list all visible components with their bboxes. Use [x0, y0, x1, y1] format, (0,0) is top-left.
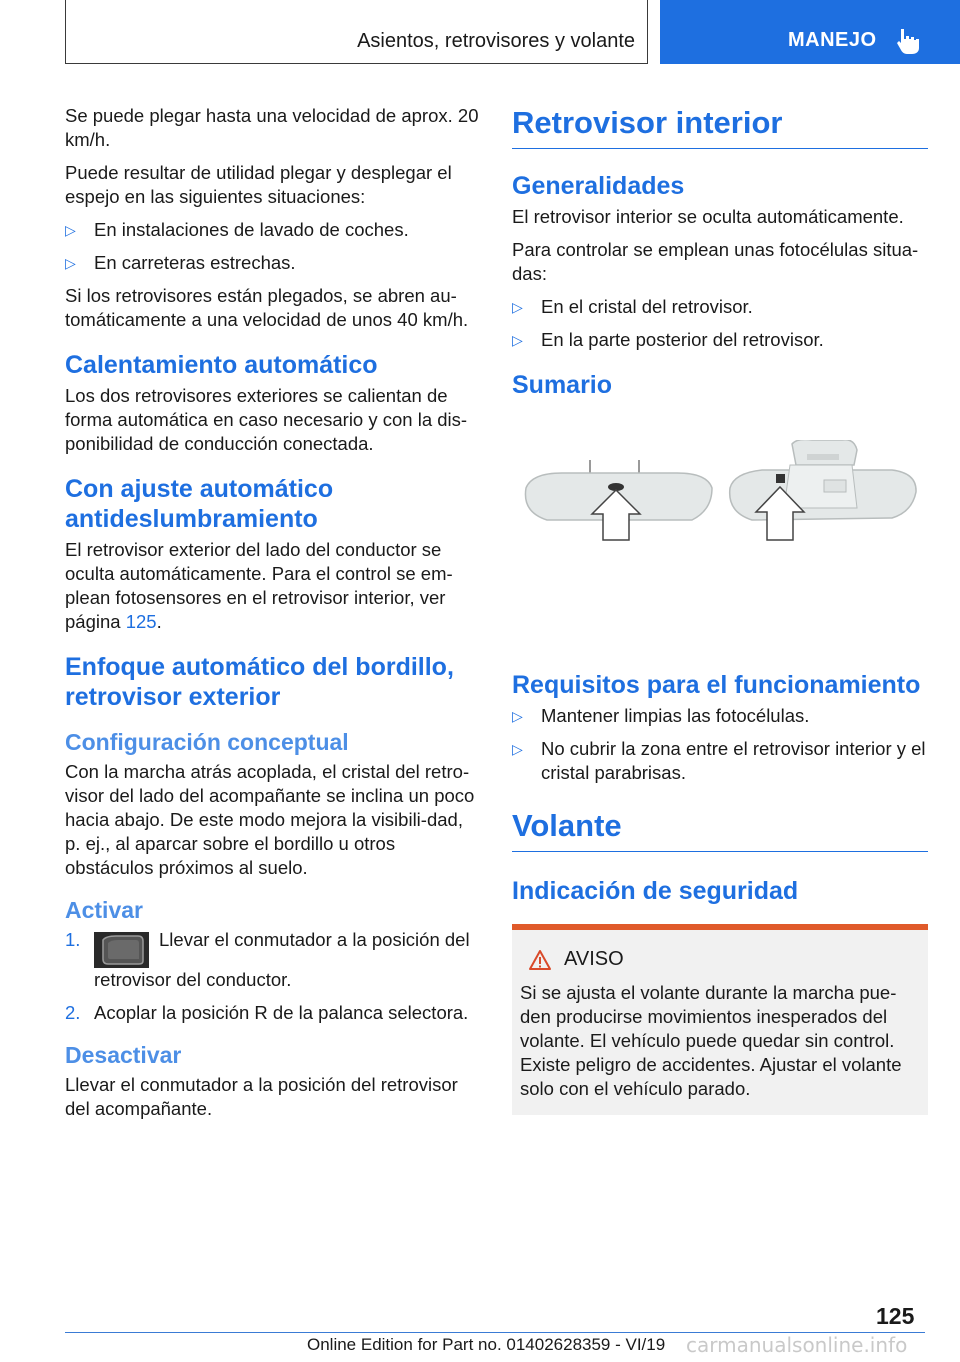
step-text-label: Llevar el conmutador a la posición del retrovisor del conductor.	[94, 929, 470, 990]
watermark: carmanualsonline.info	[686, 1333, 908, 1357]
step-text: Acoplar la posición R de la palanca selectora.	[94, 1002, 469, 1023]
heading-configuracion: Configuración conceptual	[65, 729, 349, 755]
header-chapter-box	[65, 0, 648, 64]
warning-text: Si se ajusta el volante durante la marcha pue-den producirse movimientos inesperados del volante. El vehículo puede quedar sin control. Existe peligro de accidentes. Ajustar el volante solo con el vehículo parado.	[520, 982, 902, 1099]
paragraph-ajuste-end: .	[156, 611, 162, 632]
list-item	[65, 1001, 479, 1025]
list-item-text: No cubrir la zona entre el retrovisor interior y el cristal parabrisas.	[541, 738, 926, 783]
chapter-title: Asientos, retrovisores y volante	[357, 30, 635, 52]
list-item	[65, 251, 479, 275]
mirror-switch-button-icon	[94, 932, 149, 968]
bullet-triangle-icon: ▷	[512, 332, 523, 348]
heading-seguridad: Indicación de seguridad	[512, 877, 799, 905]
mirror-sensor-figure	[512, 440, 928, 590]
list-item-text: En la parte posterior del retrovisor.	[541, 329, 824, 350]
list-item	[512, 737, 928, 785]
bullet-triangle-icon: ▷	[512, 741, 523, 757]
list-item-text: En carreteras estrechas.	[94, 252, 296, 273]
paragraph-ajuste	[65, 538, 479, 634]
list-item	[512, 328, 928, 352]
paragraph-ajuste-text: El retrovisor exterior del lado del conductor se oculta automáticamente. Para el control se em-plean fotosensores en el retrovisor interior, ver página	[65, 539, 453, 632]
heading-sumario: Sumario	[512, 371, 613, 399]
step-text	[94, 928, 479, 992]
list-item	[512, 295, 928, 319]
footer-edition: Online Edition for Part no. 01402628359 - VI/19	[307, 1335, 666, 1354]
paragraph-fold-situations: Puede resultar de utilidad plegar y desplegar el espejo en las siguientes situaciones:	[65, 162, 452, 207]
section-tab-label: MANEJO	[788, 29, 877, 51]
bullet-triangle-icon: ▷	[65, 222, 76, 238]
list-item-text: En el cristal del retrovisor.	[541, 296, 753, 317]
heading-retrovisor-interior: Retrovisor interior	[512, 104, 928, 149]
heading-ajuste: Con ajuste automático antideslumbramiento	[65, 475, 334, 533]
paragraph-auto-open: Si los retrovisores están plegados, se abren au-tomáticamente a una velocidad de unos 40 km/h.	[65, 285, 469, 330]
left-column	[65, 104, 479, 1130]
heading-generalidades: Generalidades	[512, 172, 685, 200]
bullet-triangle-icon: ▷	[512, 708, 523, 724]
warning-header	[520, 948, 920, 971]
heading-calentamiento: Calentamiento automático	[65, 351, 378, 379]
bullet-triangle-icon: ▷	[65, 255, 76, 271]
paragraph-generalidades-2: Para controlar se emplean unas fotocélulas situa-das:	[512, 239, 919, 284]
warning-triangle-icon	[528, 949, 552, 971]
list-item	[65, 928, 479, 992]
heading-enfoque: Enfoque automático del bordillo, retrovisor exterior	[65, 653, 454, 711]
paragraph-calentamiento: Los dos retrovisores exteriores se calientan de forma automática en caso necesario y con la dis-ponibilidad de conducción conectada.	[65, 385, 468, 454]
list-item-text: En instalaciones de lavado de coches.	[94, 219, 409, 240]
heading-desactivar: Desactivar	[65, 1042, 182, 1068]
list-item-text: Mantener limpias las fotocélulas.	[541, 705, 810, 726]
heading-requisitos: Requisitos para el funcionamiento	[512, 671, 921, 699]
paragraph-desactivar: Llevar el conmutador a la posición del retrovisor del acompañante.	[65, 1074, 458, 1119]
page-link[interactable]: 125	[125, 611, 157, 632]
heading-volante: Volante	[512, 807, 928, 852]
hand-pointer-icon	[893, 26, 923, 56]
right-column	[512, 104, 928, 1115]
paragraph-configuracion: Con la marcha atrás acoplada, el cristal del retro-visor del lado del acompañante se inclina un poco hacia abajo. De este modo mejora la visibili-dad, p. ej., al aparcar sobre el bordillo u otros obstáculos próximos al suelo.	[65, 761, 475, 878]
step-number: 1.	[65, 929, 81, 950]
list-item	[65, 218, 479, 242]
step-number: 2.	[65, 1002, 81, 1023]
warning-box	[512, 924, 928, 1115]
bullet-triangle-icon: ▷	[512, 299, 523, 315]
paragraph-generalidades-1: El retrovisor interior se oculta automáticamente.	[512, 206, 904, 227]
warning-title: AVISO	[564, 948, 624, 970]
list-item	[512, 704, 928, 728]
paragraph-fold-speed: Se puede plegar hasta una velocidad de aprox. 20 km/h.	[65, 105, 479, 150]
page-number: 125	[876, 1303, 915, 1329]
heading-activar: Activar	[65, 897, 143, 923]
